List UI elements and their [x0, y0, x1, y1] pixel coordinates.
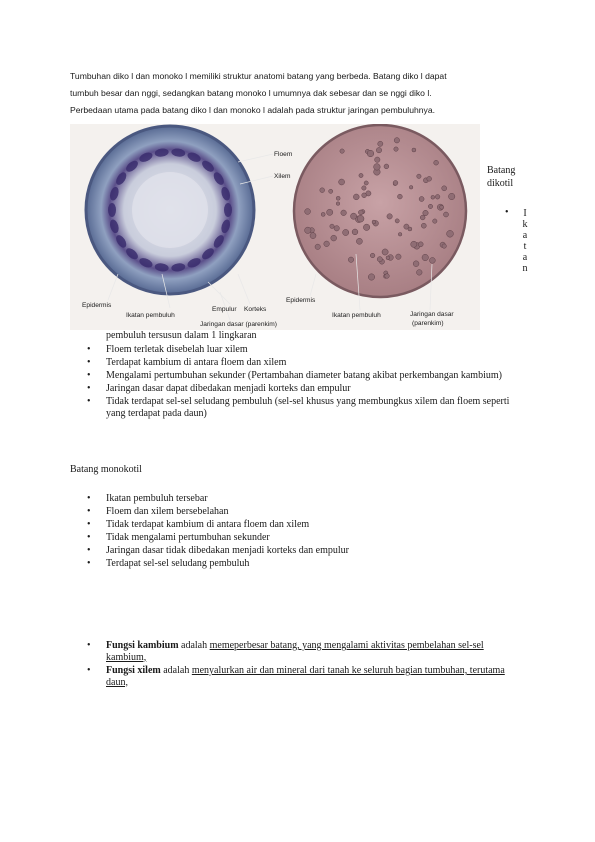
monocot-bundle: [362, 186, 366, 190]
monocot-bundle: [434, 160, 439, 165]
monocot-bundle: [435, 195, 440, 200]
side-caption: [487, 164, 528, 274]
vertical-letter: n: [522, 263, 528, 274]
monocot-bundle: [396, 254, 401, 259]
monocot-bundle: [395, 219, 399, 223]
monocot-bundle: [334, 226, 339, 231]
monocot-bundle: [382, 249, 388, 255]
monocot-bundle: [431, 195, 435, 199]
monocot-bundle: [418, 242, 423, 247]
list-item: • Terdapat sel-sel seludang pembuluh: [87, 558, 527, 570]
monocot-bundle: [351, 213, 357, 219]
monocot-bundle: [398, 194, 403, 199]
monocot-bundle: [305, 227, 311, 233]
label-jaringan-dasar-dicot: Jaringan dasar (parenkim): [200, 321, 277, 328]
list-item: • Jaringan dasar tidak dibedakan menjadi korteks dan empulur: [87, 545, 527, 557]
function-list: [87, 640, 507, 690]
monocot-bundle: [423, 210, 428, 215]
function-term: Fungsi xilem: [106, 665, 161, 676]
monocot-bundle: [315, 244, 320, 249]
monocot-stem-image: [294, 125, 466, 297]
monocot-bundle: [329, 189, 333, 193]
dicot-characteristics-list: [87, 344, 527, 421]
monocot-bundle: [409, 186, 413, 190]
monocot-bundle: [419, 197, 424, 202]
monocot-bundle: [324, 241, 330, 247]
vertical-letter: t: [523, 241, 527, 252]
list-item: • Ikatan pembuluh tersebar: [87, 493, 527, 505]
list-item: • Tidak terdapat sel-sel seludang pembuluh (sel-sel khusus yang membungkus xilem dan floem seperti yang terdapat pada daun): [87, 396, 527, 419]
intro-line: Perbedaan utama pada batang diko l dan monoko l adalah pada struktur jaringan pembuluhnya.: [70, 105, 436, 115]
monocot-bundle: [422, 254, 428, 260]
monocot-bundle: [427, 176, 432, 181]
monocot-bundle: [440, 205, 444, 209]
label-epidermis-monocot: Epidermis: [286, 297, 316, 304]
label-jaringan-dasar-monocot: Jaringan dasar: [410, 311, 454, 318]
monocot-bundle: [394, 138, 399, 143]
list-item: • Floem terletak disebelah luar xilem: [87, 344, 527, 356]
side-caption-title-1: Batang: [487, 165, 516, 176]
list-item: • Jaringan dasar dapat dibedakan menjadi korteks dan empulur: [87, 383, 527, 395]
label-korteks: Korteks: [244, 306, 267, 313]
label-ikatan-pembuluh-dicot: Ikatan pembuluh: [126, 312, 175, 319]
label-ikatan-pembuluh-monocot: Ikatan pembuluh: [332, 312, 381, 319]
monocot-bundle: [394, 147, 398, 151]
label-parenkim-monocot: (parenkim): [412, 320, 444, 327]
function-connector: adalah: [160, 665, 192, 676]
monocot-bundle: [411, 241, 417, 247]
monocot-bundle: [367, 150, 374, 157]
monocot-bundle: [357, 215, 364, 222]
stem-diagram-svg: [70, 124, 480, 330]
vertical-letter: I: [523, 208, 527, 219]
function-xilem: [87, 665, 507, 688]
list-item: • Terdapat kambium di antara floem dan xilem: [87, 357, 527, 369]
monocot-bundle: [444, 212, 449, 217]
monocot-bundle: [356, 238, 362, 244]
monocot-bundle: [385, 274, 390, 279]
monocot-bundle: [341, 210, 347, 216]
monocot-bundle: [336, 202, 340, 206]
monocot-bundle: [363, 224, 369, 230]
stem-cross-section-figure: [70, 124, 480, 330]
monocot-bundle: [310, 233, 316, 239]
intro-paragraph: [70, 68, 535, 119]
monocot-bundle: [375, 157, 380, 162]
label-xilem: Xilem: [274, 173, 291, 180]
dicot-bundle: [108, 203, 116, 217]
monocot-bundle: [428, 204, 432, 208]
monocot-bundle: [331, 235, 337, 241]
monocot-bundle: [327, 209, 333, 215]
monocot-bundle: [433, 219, 437, 223]
monocot-bundle: [336, 196, 340, 200]
monocot-bundle: [412, 148, 416, 152]
dicot-first-item-continuation: pembuluh tersusun dalam 1 lingkaran: [106, 330, 257, 341]
monocot-bundle: [420, 215, 425, 220]
label-epidermis-dicot: Epidermis: [82, 302, 112, 309]
side-bullet: •: [505, 207, 509, 218]
function-definition: memeperbesar batang, yang mengalami aktivitas pembelahan sel-sel kambium,: [106, 640, 484, 663]
monocot-bundle: [321, 212, 325, 216]
monocot-bundle: [364, 181, 368, 185]
monocot-characteristics-list: [87, 493, 527, 571]
intro-line: tumbuh besar dan nggi, sedangkan batang monoko l umumnya dak sebesar dan se nggi diko l.: [70, 88, 432, 98]
monocot-bundle: [378, 141, 383, 146]
dicot-stem-image: [86, 126, 254, 294]
function-connector: adalah: [178, 640, 210, 651]
monocot-bundle: [376, 148, 381, 153]
monocot-bundle: [339, 179, 345, 185]
monocot-bundle: [421, 223, 426, 228]
monocot-bundle: [408, 227, 412, 231]
monocot-bundle: [372, 220, 376, 224]
function-kambium: [87, 640, 507, 663]
monocot-bundle: [374, 164, 381, 171]
monocot-bundle: [384, 164, 389, 169]
intro-line: Tumbuhan diko l dan monoko l memiliki struktur anatomi batang yang berbeda. Batang diko l dapat: [70, 71, 447, 81]
monocot-bundle: [358, 210, 363, 215]
monocot-bundle: [343, 229, 349, 235]
side-caption-title-2: dikotil: [487, 178, 514, 189]
monocot-bundle: [393, 181, 398, 186]
monocot-bundle: [377, 257, 382, 262]
list-item: • Tidak mengalami pertumbuhan sekunder: [87, 532, 527, 544]
monocot-bundle: [386, 256, 390, 260]
function-term: Fungsi kambium: [106, 640, 179, 651]
monocot-bundle: [442, 244, 446, 248]
monocot-bundle: [348, 257, 353, 262]
monocot-bundle: [353, 194, 359, 200]
vertical-letter: a: [522, 252, 528, 263]
list-item: • Tidak terdapat kambium di antara floem dan xilem: [87, 519, 527, 531]
monocot-bundle: [413, 261, 419, 267]
label-empulur: Empulur: [212, 306, 237, 313]
monocot-bundle: [340, 149, 344, 153]
function-definition: menyalurkan air dan mineral dari tanah ke seluruh bagian tumbuhan, terutama daun,: [106, 665, 505, 688]
monocot-bundle: [305, 209, 311, 215]
monocot-bundle: [398, 233, 402, 237]
monocot-bundle: [447, 230, 454, 237]
monocot-bundle: [359, 173, 363, 177]
monocot-bundle: [442, 186, 447, 191]
monocot-bundle: [449, 193, 455, 199]
monocot-heading: Batang monokotil: [70, 464, 142, 475]
vertical-word: [521, 208, 529, 274]
list-item: • Floem dan xilem bersebelahan: [87, 506, 527, 518]
vertical-letter: a: [522, 230, 528, 241]
monocot-bundle: [352, 229, 358, 235]
monocot-bundle: [370, 253, 375, 258]
monocot-bundle: [320, 188, 325, 193]
monocot-bundle: [387, 214, 392, 219]
dicot-bundle: [224, 203, 232, 217]
monocot-bundle: [417, 270, 423, 276]
label-floem: Floem: [274, 151, 293, 158]
monocot-bundle: [362, 193, 367, 198]
monocot-bundle: [368, 274, 374, 280]
monocot-bundle: [430, 258, 436, 264]
monocot-bundle: [330, 224, 334, 228]
vertical-letter: k: [522, 219, 528, 230]
monocot-bundle: [417, 174, 421, 178]
list-item: • Mengalami pertumbuhan sekunder (Pertambahan diameter batang akibat perkembangan kambium): [87, 370, 527, 382]
